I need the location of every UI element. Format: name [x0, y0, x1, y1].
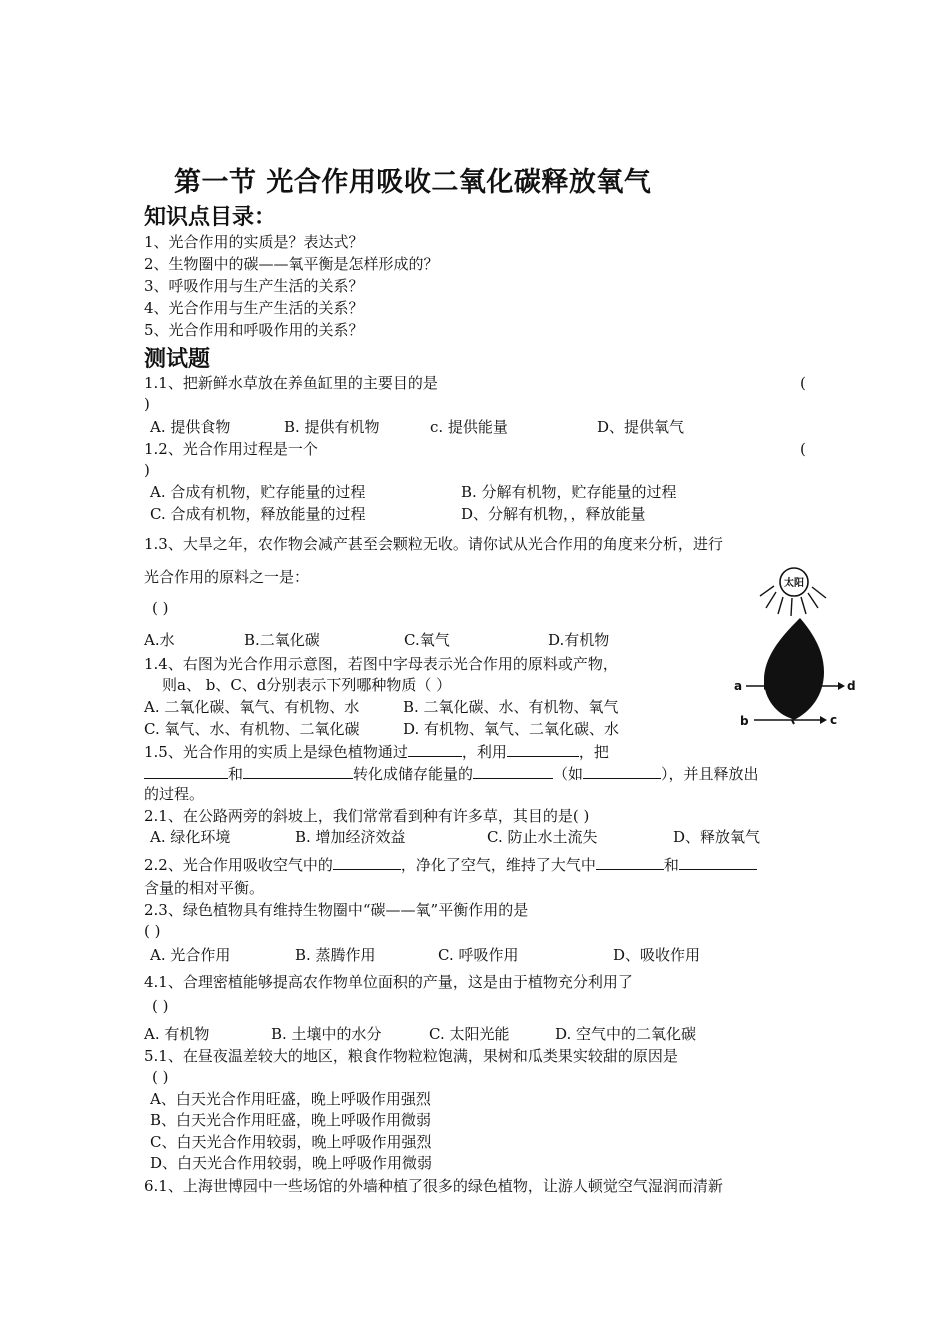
answer-blank[interactable] — [408, 741, 462, 757]
question-stem: 5.1、在昼夜温差较大的地区，粮食作物粒粒饱满，果树和瓜类果实较甜的原因是 — [144, 1047, 678, 1065]
option: D.有机物 — [548, 631, 610, 649]
question-stem: 的过程。 — [144, 785, 205, 803]
question-stem: 含量的相对平衡。 — [144, 879, 265, 897]
option: A、白天光合作用旺盛，晚上呼吸作用强烈 — [150, 1090, 431, 1108]
answer-blank[interactable] — [507, 741, 579, 757]
answer-blank[interactable] — [333, 854, 401, 870]
answer-blank[interactable] — [583, 763, 661, 779]
answer-paren: ( ) — [152, 599, 169, 617]
answer-blank[interactable] — [679, 854, 757, 870]
option: C. 防止水土流失 — [487, 828, 598, 846]
option: A. 光合作用 — [150, 946, 231, 964]
option: c. 提供能量 — [430, 418, 508, 436]
answer-paren: ( ) — [144, 922, 161, 940]
question-stem: 则a、 b、C、d分别表示下列哪种物质（ ） — [162, 676, 452, 694]
answer-blank[interactable] — [596, 854, 664, 870]
option: B. 提供有机物 — [284, 418, 380, 436]
toc-item: 1、光合作用的实质是？表达式？ — [144, 233, 364, 251]
label-b: b — [740, 714, 749, 728]
toc-item: 2、生物圈中的碳——氧平衡是怎样形成的？ — [144, 255, 439, 273]
option: C. 呼吸作用 — [438, 946, 519, 964]
page-title: 第一节 光合作用吸收二氧化碳释放氧气 — [174, 167, 652, 198]
answer-paren-open: ( — [800, 374, 806, 392]
option: C、白天光合作用较弱，晚上呼吸作用强烈 — [150, 1133, 432, 1151]
option: C.氧气 — [404, 631, 450, 649]
option: A.水 — [144, 631, 175, 649]
toc-heading: 知识点目录： — [144, 205, 277, 230]
option: D、释放氧气 — [673, 828, 761, 846]
option: A. 二氧化碳、氧气、有机物、水 — [144, 698, 360, 716]
option: B. 分解有机物，贮存能量的过程 — [461, 483, 677, 501]
option: B. 蒸腾作用 — [295, 946, 376, 964]
option: D、提供氧气 — [597, 418, 685, 436]
answer-paren-close: ) — [144, 461, 150, 479]
question-stem: 1.4、右图为光合作用示意图，若图中字母表示光合作用的原料或产物， — [144, 655, 618, 673]
leaf-shape — [764, 618, 824, 720]
question-stem: 6.1、上海世博园中一些场馆的外墙种植了很多的绿色植物，让游人顿觉空气湿润而清新 — [144, 1177, 723, 1195]
question-stem: 2.3、绿色植物具有维持生物圈中“碳——氧”平衡作用的是 — [144, 901, 529, 919]
option: D、白天光合作用较弱，晚上呼吸作用微弱 — [150, 1154, 433, 1172]
option: B. 土壤中的水分 — [271, 1025, 382, 1043]
question-stem: 1.2、光合作用过程是一个 — [144, 440, 318, 458]
label-a: a — [734, 679, 743, 693]
sun-label: 太阳 — [784, 578, 804, 589]
option: C. 太阳光能 — [429, 1025, 510, 1043]
label-d: d — [847, 679, 856, 693]
option: B. 增加经济效益 — [295, 828, 406, 846]
photosynthesis-diagram — [728, 562, 858, 732]
answer-blank[interactable] — [144, 763, 228, 779]
question-stem: 1.1、把新鲜水草放在养鱼缸里的主要目的是 — [144, 374, 438, 392]
fill-blank-question: 2.2、光合作用吸收空气中的 ，净化了空气，维持了大气中 和 — [144, 854, 757, 874]
option: D、分解有机物，，释放能量 — [461, 505, 646, 523]
option: B、白天光合作用旺盛，晚上呼吸作用微弱 — [150, 1111, 432, 1129]
option: A. 绿化环境 — [150, 828, 231, 846]
option: B.二氧化碳 — [244, 631, 320, 649]
toc-item: 5、光合作用和呼吸作用的关系？ — [144, 321, 364, 339]
answer-paren-close: ) — [144, 395, 150, 413]
option: A. 合成有机物，贮存能量的过程 — [150, 483, 366, 501]
answer-paren: ( ) — [152, 1068, 169, 1086]
answer-blank[interactable] — [473, 763, 553, 779]
option: C. 合成有机物，释放能量的过程 — [150, 505, 366, 523]
answer-paren: ( ) — [152, 997, 169, 1015]
toc-item: 4、光合作用与生产生活的关系？ — [144, 299, 364, 317]
option: C. 氧气、水、有机物、二氧化碳 — [144, 720, 360, 738]
question-stem: 光合作用的原料之一是： — [144, 568, 310, 586]
option: D、吸收作用 — [613, 946, 701, 964]
label-c: c — [830, 713, 838, 727]
tests-heading: 测试题 — [144, 347, 211, 372]
sun-icon — [760, 568, 826, 616]
question-stem: 4.1、合理密植能够提高农作物单位面积的产量，这是由于植物充分利用了 — [144, 973, 633, 991]
option: A. 有机物 — [144, 1025, 210, 1043]
fill-blank-question: 和 转化成储存能量的 （如 ），并且释放出 — [144, 763, 759, 783]
toc-item: 3、呼吸作用与生产生活的关系？ — [144, 277, 364, 295]
option: B. 二氧化碳、水、有机物、氧气 — [403, 698, 619, 716]
question-stem: 1.3、大旱之年，农作物会减产甚至会颗粒无收。请你试从光合作用的角度来分析，进行 — [144, 535, 723, 553]
option: D. 空气中的二氧化碳 — [555, 1025, 697, 1043]
answer-blank[interactable] — [243, 763, 353, 779]
fill-blank-question: 1.5、光合作用的实质上是绿色植物通过 ，利用 ，把 — [144, 743, 609, 761]
answer-paren-open: ( — [800, 440, 806, 458]
option: A. 提供食物 — [150, 418, 231, 436]
question-stem: 2.1、在公路两旁的斜坡上，我们常常看到种有许多草，其目的是( ) — [144, 807, 590, 825]
option: D. 有机物、氧气、二氧化碳、水 — [403, 720, 620, 738]
